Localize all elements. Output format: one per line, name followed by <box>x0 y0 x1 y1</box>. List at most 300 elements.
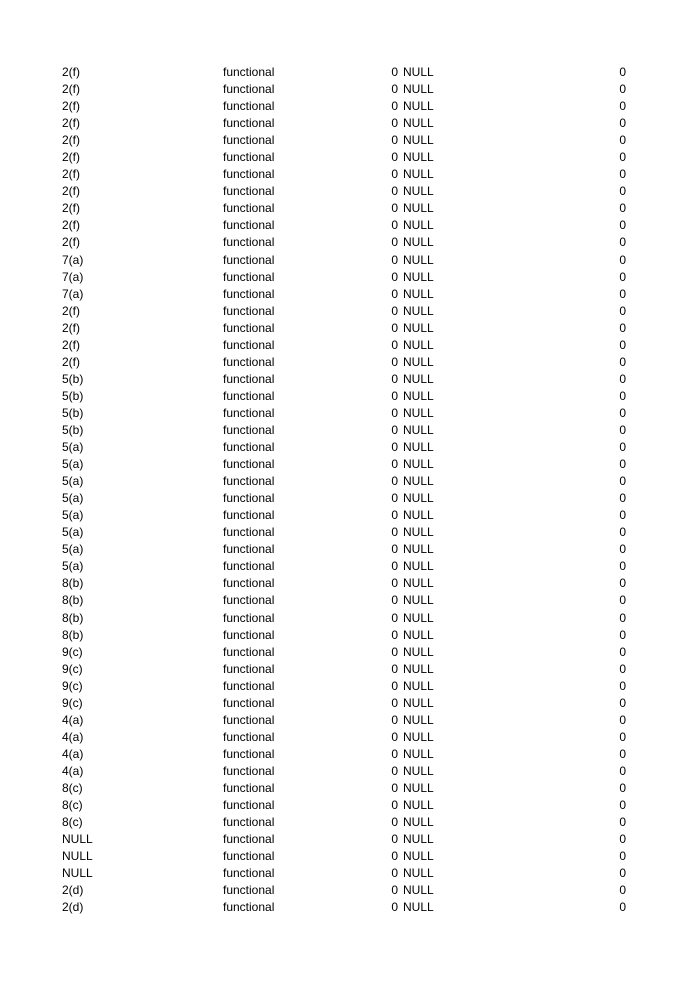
cell-count: 0 <box>391 440 398 455</box>
table-row <box>0 217 700 234</box>
cell-value: 0 <box>619 900 626 915</box>
cell-value: 0 <box>619 695 626 710</box>
cell-count: 0 <box>391 900 398 915</box>
cell-value: 0 <box>619 798 626 813</box>
cell-status: NULL <box>403 644 434 659</box>
cell-value: 0 <box>619 729 626 744</box>
cell-count: 0 <box>391 695 398 710</box>
cell-type: functional <box>223 218 275 233</box>
cell-status: NULL <box>403 167 434 182</box>
cell-type: functional <box>223 542 275 557</box>
cell-code: 2(f) <box>62 303 80 318</box>
cell-status: NULL <box>403 269 434 284</box>
cell-status: NULL <box>403 798 434 813</box>
cell-type: functional <box>223 576 275 591</box>
cell-type: functional <box>223 167 275 182</box>
cell-value: 0 <box>619 371 626 386</box>
cell-value: 0 <box>619 644 626 659</box>
table-row <box>0 848 700 865</box>
cell-status: NULL <box>403 371 434 386</box>
cell-type: functional <box>223 746 275 761</box>
cell-code: 2(f) <box>62 337 80 352</box>
cell-value: 0 <box>619 491 626 506</box>
cell-code: 9(c) <box>62 678 83 693</box>
cell-code: 8(b) <box>62 576 84 591</box>
cell-type: functional <box>223 780 275 795</box>
cell-count: 0 <box>391 661 398 676</box>
cell-type: functional <box>223 559 275 574</box>
cell-value: 0 <box>619 883 626 898</box>
cell-status: NULL <box>403 320 434 335</box>
cell-count: 0 <box>391 576 398 591</box>
cell-type: functional <box>223 422 275 437</box>
cell-value: 0 <box>619 269 626 284</box>
cell-code: 9(c) <box>62 644 83 659</box>
cell-count: 0 <box>391 167 398 182</box>
cell-code: 2(f) <box>62 65 80 79</box>
cell-count: 0 <box>391 474 398 489</box>
cell-status: NULL <box>403 303 434 318</box>
cell-value: 0 <box>619 218 626 233</box>
table-row <box>0 865 700 882</box>
cell-type: functional <box>223 303 275 318</box>
table-row <box>0 678 700 695</box>
cell-value: 0 <box>619 133 626 148</box>
table-row <box>0 183 700 200</box>
cell-type: functional <box>223 627 275 642</box>
cell-count: 0 <box>391 303 398 318</box>
cell-code: 8(b) <box>62 593 84 608</box>
cell-count: 0 <box>391 729 398 744</box>
cell-count: 0 <box>391 593 398 608</box>
cell-type: functional <box>223 252 275 267</box>
table-row <box>0 98 700 115</box>
cell-value: 0 <box>619 661 626 676</box>
cell-value: 0 <box>619 286 626 301</box>
cell-value: 0 <box>619 184 626 199</box>
cell-type: functional <box>223 763 275 778</box>
cell-status: NULL <box>403 218 434 233</box>
cell-count: 0 <box>391 763 398 778</box>
cell-type: functional <box>223 661 275 676</box>
cell-count: 0 <box>391 457 398 472</box>
cell-value: 0 <box>619 150 626 165</box>
cell-type: functional <box>223 65 275 79</box>
table-row <box>0 354 700 371</box>
table-row <box>0 166 700 183</box>
cell-type: functional <box>223 610 275 625</box>
cell-type: functional <box>223 644 275 659</box>
cell-type: functional <box>223 508 275 523</box>
cell-status: NULL <box>403 559 434 574</box>
cell-code: 4(a) <box>62 746 84 761</box>
table-row <box>0 695 700 712</box>
cell-code: 8(c) <box>62 780 83 795</box>
cell-count: 0 <box>391 559 398 574</box>
table-row <box>0 729 700 746</box>
cell-code: 4(a) <box>62 763 84 778</box>
table-row <box>0 115 700 132</box>
cell-type: functional <box>223 405 275 420</box>
table-row <box>0 200 700 217</box>
cell-type: functional <box>223 337 275 352</box>
cell-count: 0 <box>391 508 398 523</box>
cell-value: 0 <box>619 303 626 318</box>
cell-value: 0 <box>619 65 626 79</box>
cell-count: 0 <box>391 883 398 898</box>
cell-code: 5(a) <box>62 508 84 523</box>
cell-count: 0 <box>391 712 398 727</box>
cell-status: NULL <box>403 746 434 761</box>
table-row <box>0 490 700 507</box>
cell-status: NULL <box>403 883 434 898</box>
cell-status: NULL <box>403 457 434 472</box>
cell-type: functional <box>223 440 275 455</box>
cell-code: NULL <box>62 832 93 847</box>
table-row <box>0 507 700 524</box>
cell-value: 0 <box>619 678 626 693</box>
cell-value: 0 <box>619 99 626 114</box>
cell-count: 0 <box>391 133 398 148</box>
cell-code: 8(c) <box>62 798 83 813</box>
cell-type: functional <box>223 525 275 540</box>
table-row <box>0 610 700 627</box>
cell-status: NULL <box>403 150 434 165</box>
cell-count: 0 <box>391 65 398 79</box>
table-row <box>0 456 700 473</box>
cell-count: 0 <box>391 405 398 420</box>
cell-code: 9(c) <box>62 695 83 710</box>
table-row <box>0 252 700 269</box>
cell-count: 0 <box>391 286 398 301</box>
cell-type: functional <box>223 235 275 250</box>
cell-code: 4(a) <box>62 712 84 727</box>
cell-value: 0 <box>619 746 626 761</box>
cell-status: NULL <box>403 201 434 216</box>
cell-value: 0 <box>619 508 626 523</box>
cell-status: NULL <box>403 849 434 864</box>
table-row <box>0 627 700 644</box>
cell-count: 0 <box>391 235 398 250</box>
cell-value: 0 <box>619 525 626 540</box>
cell-value: 0 <box>619 388 626 403</box>
cell-status: NULL <box>403 729 434 744</box>
cell-value: 0 <box>619 780 626 795</box>
table-row <box>0 149 700 166</box>
cell-count: 0 <box>391 337 398 352</box>
cell-code: 2(f) <box>62 82 80 97</box>
cell-code: 8(c) <box>62 815 83 830</box>
cell-type: functional <box>223 320 275 335</box>
cell-count: 0 <box>391 252 398 267</box>
cell-count: 0 <box>391 371 398 386</box>
cell-type: functional <box>223 269 275 284</box>
cell-count: 0 <box>391 99 398 114</box>
cell-status: NULL <box>403 388 434 403</box>
cell-status: NULL <box>403 286 434 301</box>
cell-value: 0 <box>619 252 626 267</box>
cell-status: NULL <box>403 525 434 540</box>
cell-count: 0 <box>391 116 398 131</box>
cell-code: 5(a) <box>62 525 84 540</box>
table-row <box>0 524 700 541</box>
table-row <box>0 763 700 780</box>
cell-code: NULL <box>62 849 93 864</box>
cell-type: functional <box>223 866 275 881</box>
cell-count: 0 <box>391 644 398 659</box>
cell-value: 0 <box>619 593 626 608</box>
cell-type: functional <box>223 832 275 847</box>
cell-value: 0 <box>619 457 626 472</box>
cell-count: 0 <box>391 815 398 830</box>
cell-count: 0 <box>391 354 398 369</box>
cell-type: functional <box>223 849 275 864</box>
cell-type: functional <box>223 712 275 727</box>
cell-code: 2(f) <box>62 235 80 250</box>
table-row <box>0 422 700 439</box>
cell-code: 8(b) <box>62 627 84 642</box>
cell-code: 5(a) <box>62 474 84 489</box>
cell-status: NULL <box>403 678 434 693</box>
cell-code: 2(f) <box>62 167 80 182</box>
cell-count: 0 <box>391 525 398 540</box>
table-row <box>0 661 700 678</box>
cell-value: 0 <box>619 167 626 182</box>
cell-code: 2(f) <box>62 116 80 131</box>
cell-value: 0 <box>619 712 626 727</box>
cell-code: NULL <box>62 866 93 881</box>
cell-type: functional <box>223 82 275 97</box>
table-row <box>0 746 700 763</box>
table-row <box>0 882 700 899</box>
cell-type: functional <box>223 201 275 216</box>
cell-code: 7(a) <box>62 269 84 284</box>
cell-value: 0 <box>619 763 626 778</box>
table-row <box>0 439 700 456</box>
cell-value: 0 <box>619 815 626 830</box>
table-row <box>0 371 700 388</box>
table-row <box>0 320 700 337</box>
cell-type: functional <box>223 457 275 472</box>
table-row <box>0 234 700 251</box>
cell-count: 0 <box>391 849 398 864</box>
cell-status: NULL <box>403 65 434 79</box>
cell-count: 0 <box>391 627 398 642</box>
cell-code: 8(b) <box>62 610 84 625</box>
cell-status: NULL <box>403 491 434 506</box>
cell-value: 0 <box>619 422 626 437</box>
cell-code: 2(f) <box>62 184 80 199</box>
table-row <box>0 405 700 422</box>
table-row <box>0 81 700 98</box>
table-row <box>0 712 700 729</box>
cell-type: functional <box>223 388 275 403</box>
cell-status: NULL <box>403 866 434 881</box>
cell-status: NULL <box>403 474 434 489</box>
cell-status: NULL <box>403 610 434 625</box>
cell-code: 2(f) <box>62 354 80 369</box>
cell-count: 0 <box>391 422 398 437</box>
table-row <box>0 303 700 320</box>
cell-count: 0 <box>391 218 398 233</box>
cell-value: 0 <box>619 201 626 216</box>
cell-count: 0 <box>391 866 398 881</box>
cell-type: functional <box>223 99 275 114</box>
cell-status: NULL <box>403 184 434 199</box>
cell-status: NULL <box>403 99 434 114</box>
table-row <box>0 473 700 490</box>
cell-value: 0 <box>619 832 626 847</box>
cell-status: NULL <box>403 82 434 97</box>
table-row <box>0 541 700 558</box>
cell-code: 2(f) <box>62 201 80 216</box>
cell-value: 0 <box>619 440 626 455</box>
cell-count: 0 <box>391 678 398 693</box>
cell-type: functional <box>223 900 275 915</box>
cell-code: 2(f) <box>62 133 80 148</box>
cell-type: functional <box>223 695 275 710</box>
cell-code: 2(d) <box>62 900 84 915</box>
cell-code: 5(b) <box>62 405 84 420</box>
cell-status: NULL <box>403 593 434 608</box>
cell-count: 0 <box>391 388 398 403</box>
table-row <box>0 814 700 831</box>
cell-value: 0 <box>619 354 626 369</box>
cell-status: NULL <box>403 422 434 437</box>
cell-count: 0 <box>391 269 398 284</box>
cell-type: functional <box>223 883 275 898</box>
table-row <box>0 644 700 661</box>
table-row <box>0 558 700 575</box>
cell-type: functional <box>223 798 275 813</box>
cell-type: functional <box>223 354 275 369</box>
cell-status: NULL <box>403 116 434 131</box>
cell-count: 0 <box>391 150 398 165</box>
cell-type: functional <box>223 593 275 608</box>
cell-count: 0 <box>391 184 398 199</box>
table-row <box>0 337 700 354</box>
cell-status: NULL <box>403 542 434 557</box>
cell-code: 5(a) <box>62 440 84 455</box>
cell-value: 0 <box>619 627 626 642</box>
cell-count: 0 <box>391 798 398 813</box>
cell-code: 5(b) <box>62 388 84 403</box>
cell-count: 0 <box>391 610 398 625</box>
cell-code: 5(a) <box>62 491 84 506</box>
cell-value: 0 <box>619 576 626 591</box>
table-row <box>0 831 700 848</box>
cell-code: 5(a) <box>62 457 84 472</box>
cell-count: 0 <box>391 832 398 847</box>
cell-code: 5(a) <box>62 542 84 557</box>
cell-code: 9(c) <box>62 661 83 676</box>
cell-code: 7(a) <box>62 252 84 267</box>
cell-status: NULL <box>403 780 434 795</box>
cell-status: NULL <box>403 576 434 591</box>
cell-status: NULL <box>403 712 434 727</box>
cell-code: 2(f) <box>62 218 80 233</box>
table-row <box>0 269 700 286</box>
cell-status: NULL <box>403 405 434 420</box>
cell-status: NULL <box>403 832 434 847</box>
cell-code: 5(a) <box>62 559 84 574</box>
cell-type: functional <box>223 729 275 744</box>
cell-code: 2(f) <box>62 99 80 114</box>
cell-value: 0 <box>619 559 626 574</box>
table-row <box>0 797 700 814</box>
table-row <box>0 132 700 149</box>
cell-type: functional <box>223 371 275 386</box>
cell-value: 0 <box>619 235 626 250</box>
cell-code: 5(b) <box>62 422 84 437</box>
cell-value: 0 <box>619 405 626 420</box>
cell-type: functional <box>223 491 275 506</box>
cell-count: 0 <box>391 201 398 216</box>
cell-type: functional <box>223 133 275 148</box>
cell-status: NULL <box>403 815 434 830</box>
cell-type: functional <box>223 678 275 693</box>
cell-value: 0 <box>619 474 626 489</box>
cell-type: functional <box>223 184 275 199</box>
cell-code: 2(f) <box>62 150 80 165</box>
cell-count: 0 <box>391 542 398 557</box>
cell-code: 2(d) <box>62 883 84 898</box>
cell-code: 5(b) <box>62 371 84 386</box>
cell-status: NULL <box>403 627 434 642</box>
cell-status: NULL <box>403 508 434 523</box>
table-row <box>0 575 700 592</box>
cell-count: 0 <box>391 746 398 761</box>
cell-status: NULL <box>403 133 434 148</box>
table-row <box>0 899 700 916</box>
cell-value: 0 <box>619 82 626 97</box>
cell-code: 7(a) <box>62 286 84 301</box>
cell-count: 0 <box>391 491 398 506</box>
cell-value: 0 <box>619 542 626 557</box>
cell-count: 0 <box>391 82 398 97</box>
cell-count: 0 <box>391 320 398 335</box>
cell-type: functional <box>223 474 275 489</box>
cell-value: 0 <box>619 116 626 131</box>
cell-value: 0 <box>619 866 626 881</box>
cell-value: 0 <box>619 849 626 864</box>
cell-status: NULL <box>403 440 434 455</box>
cell-value: 0 <box>619 610 626 625</box>
cell-value: 0 <box>619 337 626 352</box>
cell-value: 0 <box>619 320 626 335</box>
table-row <box>0 286 700 303</box>
data-table <box>0 64 700 916</box>
cell-status: NULL <box>403 900 434 915</box>
cell-status: NULL <box>403 354 434 369</box>
cell-status: NULL <box>403 337 434 352</box>
cell-type: functional <box>223 116 275 131</box>
cell-type: functional <box>223 286 275 301</box>
cell-status: NULL <box>403 252 434 267</box>
cell-status: NULL <box>403 661 434 676</box>
table-row <box>0 780 700 797</box>
cell-type: functional <box>223 815 275 830</box>
table-row <box>0 388 700 405</box>
table-row <box>0 64 700 81</box>
table-row <box>0 592 700 609</box>
cell-count: 0 <box>391 780 398 795</box>
cell-code: 2(f) <box>62 320 80 335</box>
cell-code: 4(a) <box>62 729 84 744</box>
cell-status: NULL <box>403 763 434 778</box>
cell-status: NULL <box>403 235 434 250</box>
cell-type: functional <box>223 150 275 165</box>
